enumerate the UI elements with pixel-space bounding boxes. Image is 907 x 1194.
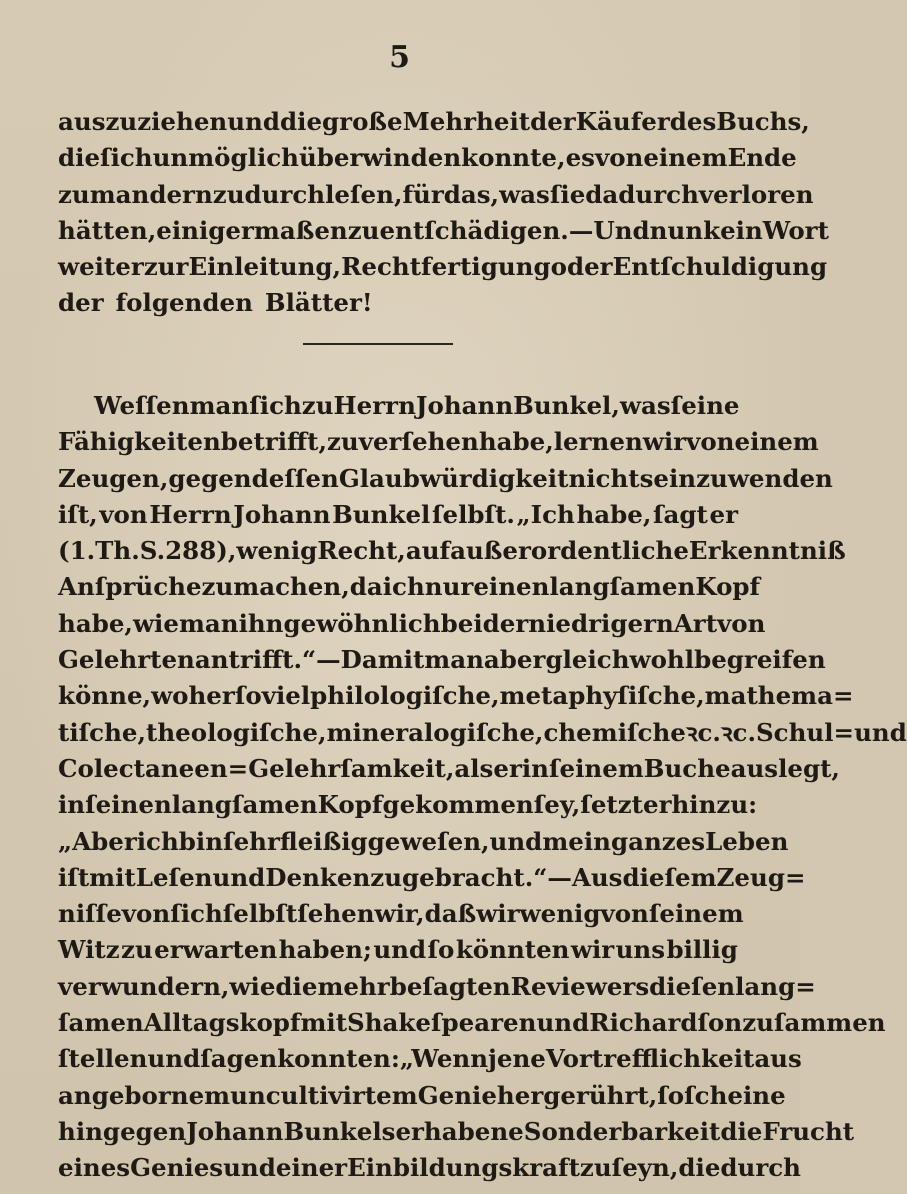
- paragraph-continuation: [58, 104, 829, 322]
- text-line: Witz zu erwarten haben; und ſo könnten wir uns billig: [58, 935, 738, 965]
- text-line: Fähigkeiten betrifft, zu verſehen habe, lernen wir von einem: [58, 427, 819, 457]
- text-line: iſt, von Herrn Johann Bunkel ſelbſt. „Ich habe, ſagt er: [58, 499, 738, 529]
- text-line: ſamen Alltagskopf mit Shakeſpearen und Richardſon zuſammen: [58, 1008, 886, 1038]
- text-line: habe, wie man ihn gewöhnlich bei der niedrigern Art von: [58, 608, 766, 638]
- text-line: „Aber ich bin ſehr fleißig geweſen, und mein ganzes Leben: [58, 826, 789, 856]
- text-line: niſſe von ſich ſelbſt ſehen wir, daß wir wenig von ſeinem: [58, 899, 744, 929]
- text-line: könne, woher ſo viel philologiſche, metaphyſiſche, mathema=: [58, 681, 854, 711]
- text-line: hätten, einigermaßen zu entſchädigen. — Und nun kein Wort: [58, 215, 829, 245]
- text-line: in ſeinen langſamen Kopf gekommen ſey, ſetzt er hinzu:: [58, 790, 758, 820]
- text-line: Zeugen, gegen deſſen Glaubwürdigkeit nichts einzuwenden: [58, 463, 833, 493]
- text-line: verwundern, wie die mehr beſagten Reviewers dieſen lang=: [58, 971, 816, 1001]
- text-line: Gelehrten antrifft.“ — Damit man aber gleichwohl begreifen: [58, 645, 826, 675]
- text-line: iſt mit Leſen und Denken zugebracht.“ — Aus dieſem Zeug=: [58, 862, 806, 892]
- text-line: ſtellen und ſagen konnten: „Wenn jene Vortrefflichkeit aus: [58, 1044, 802, 1074]
- text-line: hingegen Johann Bunkels erhabene Sonderbarkeit die Frucht: [58, 1116, 855, 1146]
- text-line: eines Genies und einer Einbildungskraft zu ſeyn, die durch: [58, 1153, 801, 1183]
- text-line: auszuziehen und die große Mehrheit der Käufer des Buchs,: [58, 107, 810, 136]
- text-line: angebornem uncultivirtem Genie hergerührt, ſo ſcheine: [58, 1080, 786, 1110]
- text-line: zum andern zu durchleſen, für das, was ſie dadurch verloren: [58, 179, 814, 209]
- text-line: der folgenden Blätter!: [58, 288, 373, 318]
- paragraph-bunkel: [58, 388, 907, 1187]
- text-line: Colectaneen = Gelehrſamkeit, als er in ſeinem Buche auslegt,: [58, 753, 840, 783]
- text-line: (1. Th. S. 288), wenig Recht, auf außerordentliche Erkenntniß: [58, 536, 846, 566]
- text-line: weiter zur Einleitung, Rechtfertigung oder Entſchuldigung: [58, 252, 828, 282]
- section-separator-rule: [303, 343, 453, 345]
- text-line: die ſich unmöglich überwinden konnte, es von einem Ende: [58, 143, 797, 173]
- text-line: tiſche, theologiſche, mineralogiſche, chemiſche ꝛc. ꝛc. Schul= und: [58, 717, 907, 747]
- text-line: Weſſen man ſich zu Herrn Johann Bunkel, was ſeine: [94, 391, 740, 420]
- text-line: Anſprüche zu machen, da ich nur einen langſamen Kopf: [58, 572, 761, 602]
- page-number: 5: [389, 40, 411, 75]
